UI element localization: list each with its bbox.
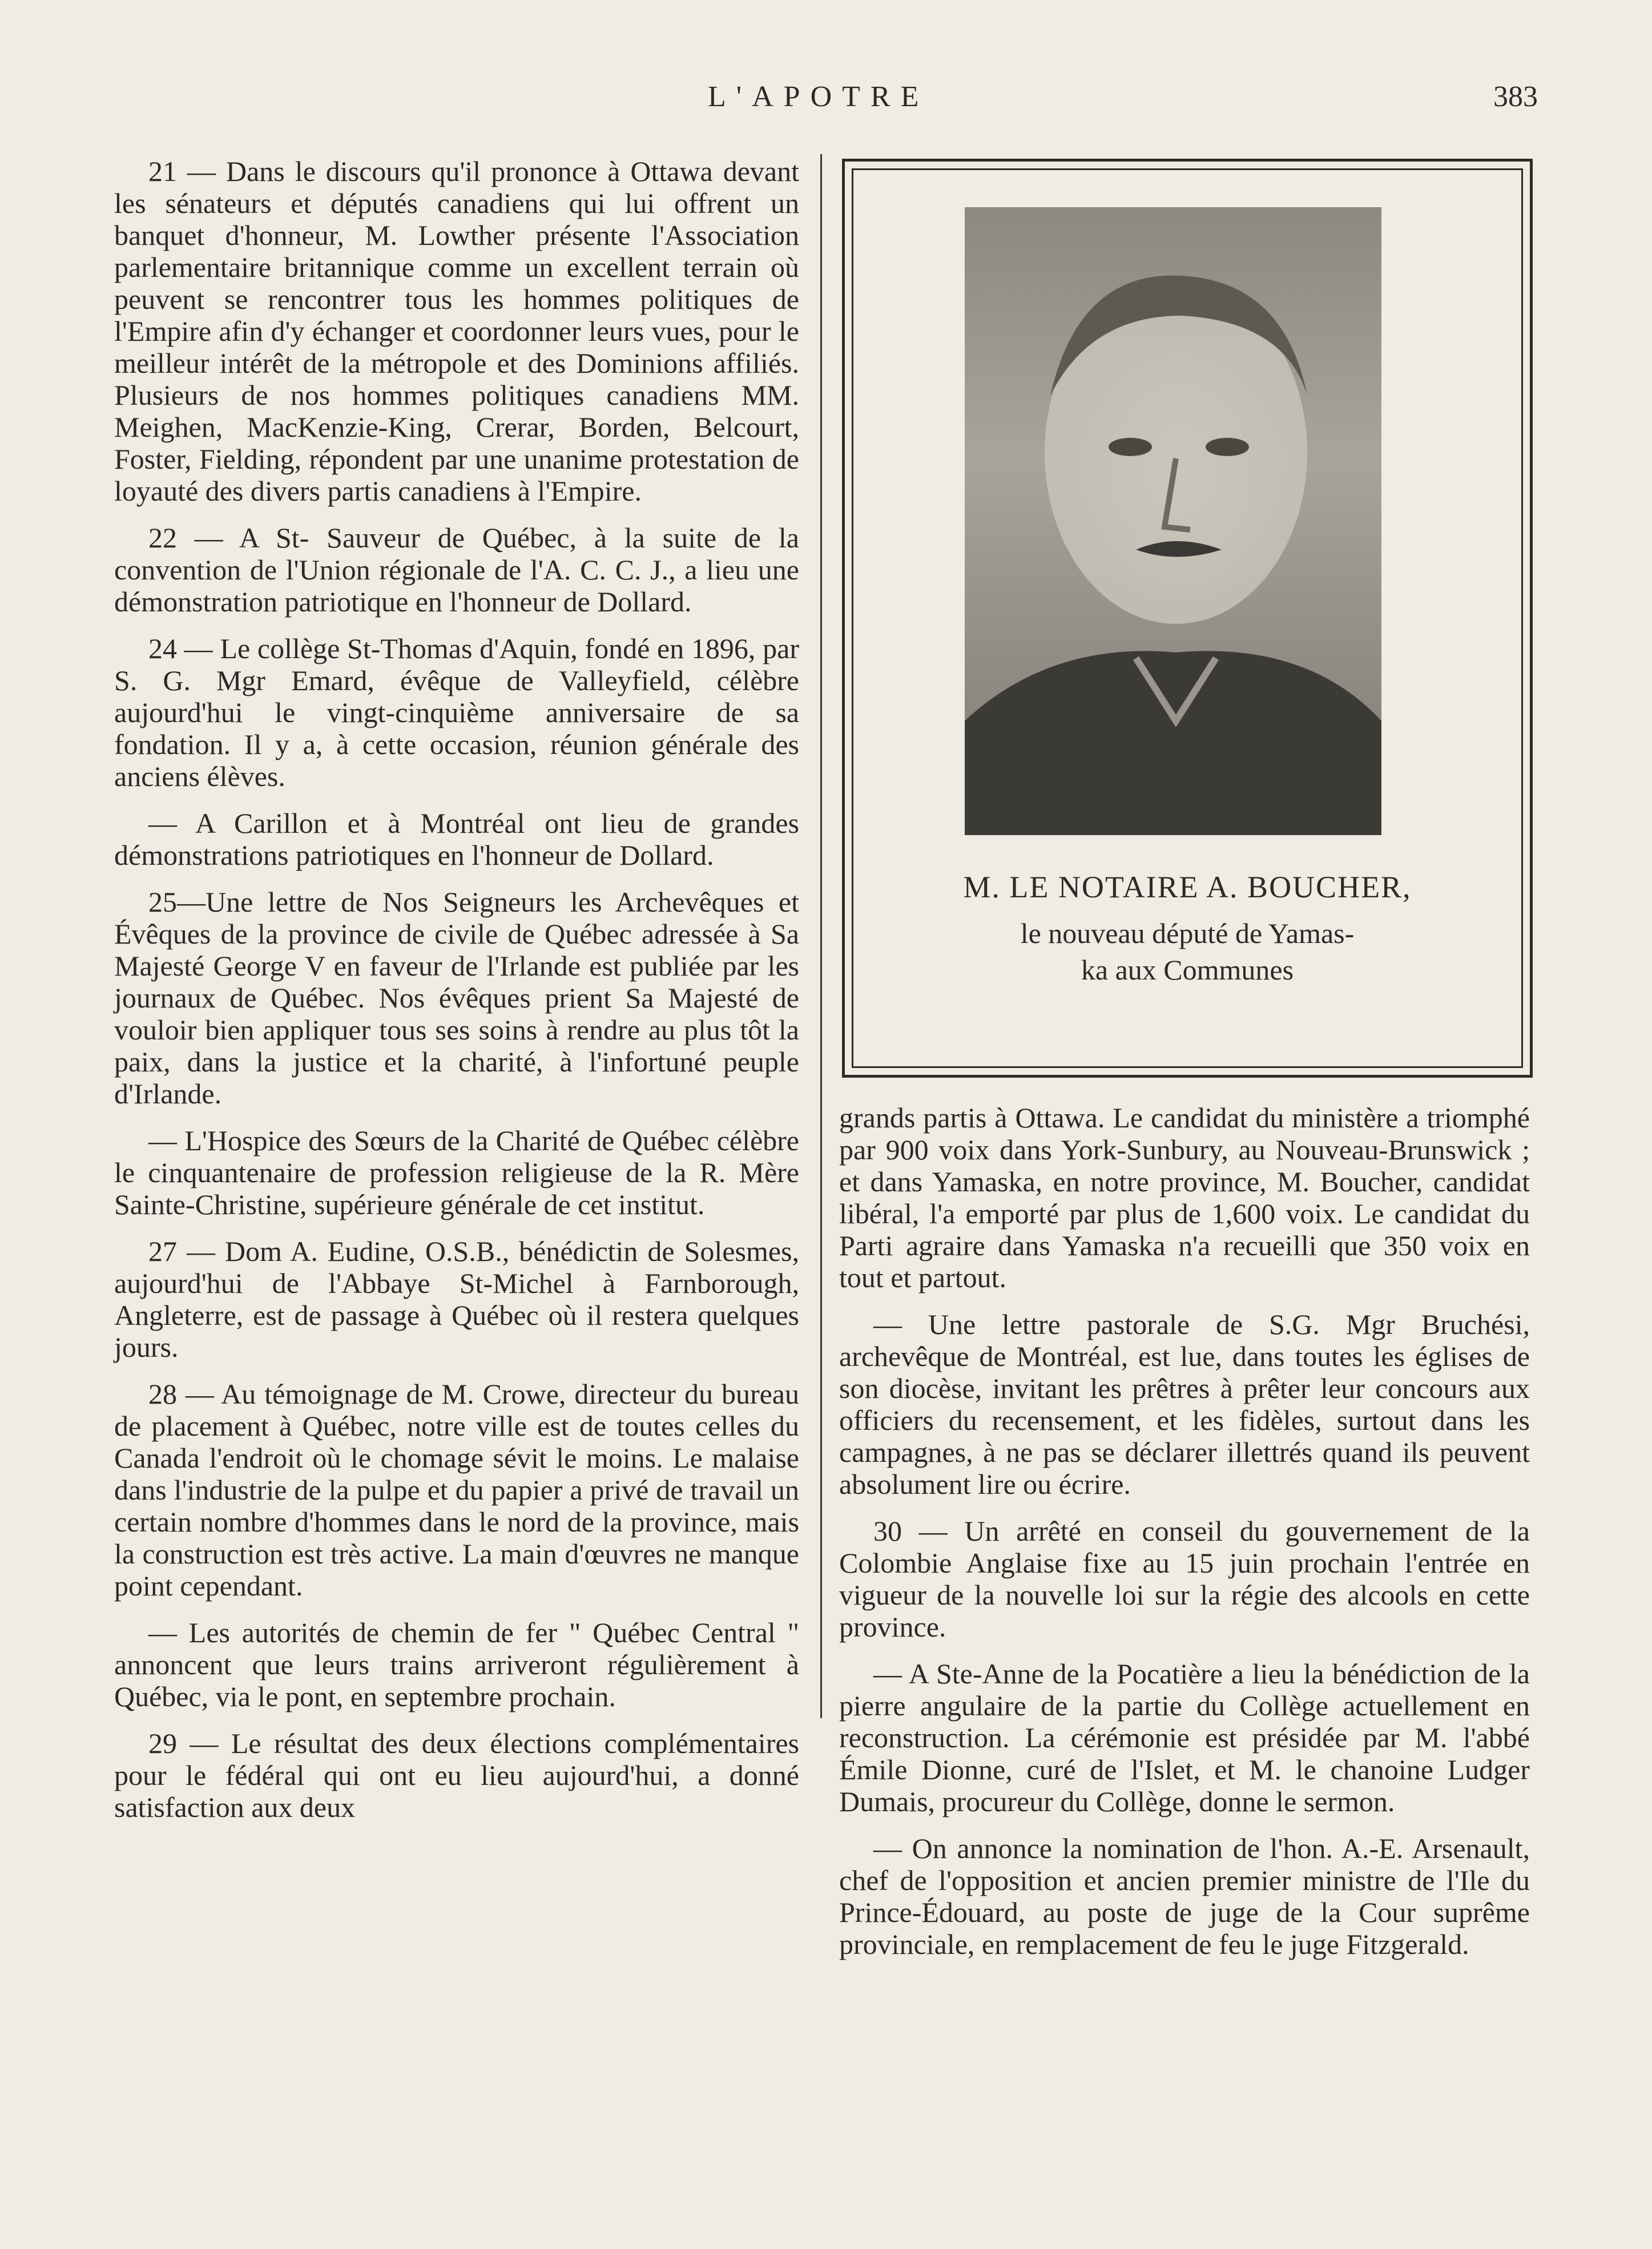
paragraph: grands partis à Ottawa. Le candidat du ministère a triomphé par 900 voix dans York-Sunbury, au Nouveau-Brunswick ; et dans Yamaska, en notre province, M. Boucher, candidat libéral, l'a emporté par plus de 1,600 voix. Le candidat du Parti agraire dans Yamaska n'a recueilli que 350 voix en tout et partout. [839,1102,1530,1293]
paragraph: — Les autorités de chemin de fer " Québec Central " annoncent que leurs trains arriveront régulièrement à Québec, via le pont, en septembre prochain. [114,1617,799,1712]
caption-line-1: le nouveau député de Yamas- [1020,917,1355,949]
paragraph: 22 — A St- Sauveur de Québec, à la suite de la convention de l'Union régionale de l'A. C. C. J., a lieu une démonstration patriotique en l'honneur de Dollard. [114,522,799,618]
portrait-illustration [965,207,1381,835]
paragraph: 28 — Au témoignage de M. Crowe, directeur du bureau de placement à Québec, notre ville est de toutes celles du Canada l'endroit où le chomage sévit le moins. Le malaise dans l'industrie de la pulpe et du papier a privé de travail un certain nombre d'hommes dans le nord de la province, mais la construction est très active. La main d'œuvres ne manque point cependant. [114,1378,799,1602]
running-title: L'APOTRE [708,80,929,113]
paragraph: — On annonce la nomination de l'hon. A.-E. Arsenault, chef de l'opposition et ancien premier ministre de l'Ile du Prince-Édouard, au poste de juge de la Cour suprême provinciale, en remplacement de feu le juge Fitzgerald. [839,1832,1530,1960]
paragraph: 27 — Dom A. Eudine, O.S.B., bénédictin de Solesmes, aujourd'hui de l'Abbaye St-Michel à Farnborough, Angleterre, est de passage à Québec où il restera quelques jours. [114,1235,799,1363]
paragraph: — Une lettre pastorale de S.G. Mgr Bruchési, archevêque de Montréal, est lue, dans toutes les églises de son diocèse, invitant les prêtres à prêter leur concours aux officiers du recensement, et les fidèles, surtout dans les campagnes, à ne pas se déclarer illettrés quand ils peuvent absolument lire ou écrire. [839,1308,1530,1500]
left-column [114,155,799,1838]
paragraph: 30 — Un arrêté en conseil du gouvernement de la Colombie Anglaise fixe au 15 juin prochain l'entrée en vigueur de la nouvelle loi sur la régie des alcools en cette province. [839,1515,1530,1643]
caption-name: M. LE NOTAIRE A. BOUCHER, [963,870,1412,904]
column-divider [820,154,822,1718]
page-header [0,80,1652,120]
portrait-frame [842,159,1533,1078]
paragraph: 24 — Le collège St-Thomas d'Aquin, fondé en 1896, par S. G. Mgr Emard, évêque de Valleyfield, célèbre aujourd'hui le vingt-cinquième anniversaire de sa fondation. Il y a, à cette occasion, réunion générale des anciens élèves. [114,632,799,792]
paragraph: 21 — Dans le discours qu'il prononce à Ottawa devant les sénateurs et députés canadiens qui lui offrent un banquet d'honneur, M. Lowther présente l'Association parlementaire britannique comme un excellent terrain où peuvent se rencontrer tous les hommes politiques de l'Empire afin d'y échanger et coordonner leurs vues, pour le meilleur intérêt de la métropole et des Dominions affiliés. Plusieurs de nos hommes politiques canadiens MM. Meighen, MacKenzie-King, Crerar, Borden, Belcourt, Foster, Fielding, répondent par une unanime protestation de loyauté des divers partis canadiens à l'Empire. [114,155,799,507]
paragraph: — A Ste-Anne de la Pocatière a lieu la bénédiction de la pierre angulaire de la partie du Collège actuellement en reconstruction. La cérémonie est présidée par M. l'abbé Émile Dionne, curé de l'Islet, et M. le chanoine Ludger Dumais, procureur du Collège, donne le sermon. [839,1658,1530,1817]
paragraph: — L'Hospice des Sœurs de la Charité de Québec célèbre le cinquantenaire de profession religieuse de la R. Mère Sainte-Christine, supérieure générale de cet institut. [114,1124,799,1220]
portrait-photo [965,207,1381,835]
paragraph: — A Carillon et à Montréal ont lieu de grandes démonstrations patriotiques en l'honneur de Dollard. [114,807,799,871]
page-number: 383 [1493,80,1538,113]
caption-line-2: ka aux Communes [1081,954,1294,986]
paragraph: 25—Une lettre de Nos Seigneurs les Archevêques et Évêques de la province de civile de Québec adressée à Sa Majesté George V en faveur de l'Irlande est publiée par les journaux de Québec. Nos évêques prient Sa Majesté de vouloir bien appliquer tous ses soins à rendre au plus tôt la paix, dans la justice et la charité, à l'infortuné peuple d'Irlande. [114,886,799,1110]
right-column [839,1102,1530,1975]
paragraph: 29 — Le résultat des deux élections complémentaires pour le fédéral qui ont eu lieu aujourd'hui, a donné satisfaction aux deux [114,1727,799,1823]
portrait-caption [845,869,1530,988]
